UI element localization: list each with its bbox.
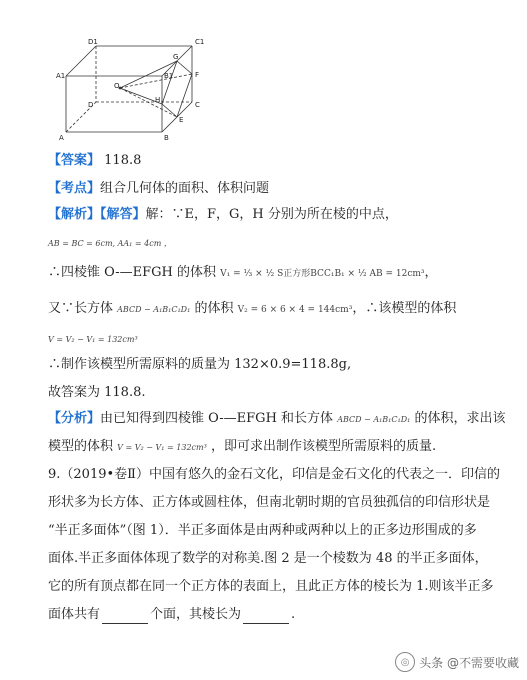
- analysis-line-5: [48, 330, 527, 349]
- geometry-figure: [52, 28, 222, 146]
- q9-line-5: [48, 578, 527, 596]
- q9-text-6c: .: [291, 607, 296, 622]
- label-b: B: [164, 134, 169, 142]
- watermark: [395, 652, 519, 672]
- answer-line: [48, 152, 527, 170]
- q9-line-1: [48, 466, 527, 484]
- fenxi-line-2: [48, 438, 527, 457]
- analysis-text-7: 故答案为 118.8.: [48, 385, 146, 400]
- label-f: F: [195, 71, 200, 79]
- analysis-formula-v2: V₂ = 6 × 6 × 4 = 144cm³: [237, 305, 353, 315]
- analysis-text-3-end: ，: [424, 265, 438, 280]
- q9-text-6a: 面体共有: [48, 607, 101, 622]
- label-o: O: [114, 82, 120, 90]
- fenxi-math-v: V = V₂ − V₁ = 132cm³: [117, 443, 207, 452]
- q9-text-1: 9.（2019•卷Ⅱ）中国有悠久的金石文化，印信是金石文化的代表之一．印信的: [48, 467, 500, 482]
- answer-tag: 【答案】: [48, 153, 101, 168]
- toutiao-logo-icon: ◎: [395, 652, 415, 672]
- analysis-formula-v: V = V₂ − V₁ = 132cm³: [48, 335, 138, 344]
- label-a: A: [59, 134, 64, 142]
- label-c1: C1: [195, 38, 205, 46]
- label-d: D: [88, 101, 94, 109]
- fenxi-text-2b: ，即可求出制作该模型所需原料的质量.: [210, 439, 437, 454]
- analysis-line-6: [48, 356, 527, 374]
- fenxi-text-1b: 的体积，求出该: [414, 411, 506, 426]
- analysis-text-4a: 又∵长方体: [48, 301, 114, 316]
- kaodian-line: [48, 180, 527, 198]
- q9-line-6: [48, 606, 527, 624]
- fenxi-math-box: ABCD − A₁B₁C₁D₁: [337, 415, 411, 424]
- answer-value: 118.8: [104, 153, 142, 168]
- edge-fe: [177, 74, 192, 117]
- label-e: E: [179, 116, 184, 124]
- analysis-line-1: [48, 206, 527, 224]
- label-b1: B1: [164, 72, 174, 80]
- label-a1: A1: [56, 72, 66, 80]
- kaodian-tag: 【考点】: [48, 181, 101, 196]
- edge-eh: [162, 104, 177, 117]
- analysis-tag: 【解析】【解答】: [48, 207, 146, 222]
- analysis-text-4b: 的体积: [194, 301, 234, 316]
- fenxi-text-1a: 由已知得到四棱锥 O-—EFGH 和长方体: [100, 411, 334, 426]
- edge-oe: [120, 88, 177, 117]
- q9-line-4: [48, 550, 527, 568]
- analysis-text-4c: ，∴该模型的体积: [352, 301, 457, 316]
- fenxi-tag: 【分析】: [48, 411, 101, 426]
- analysis-line-2: [48, 234, 527, 253]
- label-d1: D1: [88, 38, 98, 46]
- analysis-math-box: ABCD − A₁B₁C₁D₁: [117, 305, 191, 314]
- q9-blank-edge[interactable]: [243, 611, 289, 624]
- q9-text-5: 它的所有顶点都在同一个正方体的表面上，且此正方体的棱长为 1.则该半正多: [48, 579, 494, 594]
- fenxi-text-2a: 模型的体积: [48, 439, 114, 454]
- q9-text-3: “半正多面体”（图 1）．半正多面体是由两种或两种以上的正多边形围成的多: [48, 523, 477, 538]
- watermark-text: 头条 @不需要收藏: [419, 655, 519, 670]
- q9-text-6b: 个面，其棱长为: [150, 607, 242, 622]
- kaodian-text: 组合几何体的面积、体积问题: [100, 181, 270, 196]
- edge-gf: [177, 61, 192, 74]
- q9-text-4: 面体.半正多面体体现了数学的对称美.图 2 是一个棱数为 48 的半正多面体，: [48, 551, 488, 566]
- analysis-math-ab: AB = BC = 6cm, AA₁ = 4cm ，: [48, 239, 172, 248]
- q9-line-2: [48, 494, 527, 512]
- fenxi-line-1: [48, 410, 527, 429]
- analysis-line-4: [48, 300, 527, 319]
- label-c: C: [195, 101, 200, 109]
- analysis-text-3: ∴四棱锥 O-—EFGH 的体积: [48, 265, 217, 280]
- analysis-line-3: [48, 264, 527, 283]
- analysis-text-6: ∴制作该模型所需原料的质量为 132×0.9=118.8g,: [48, 357, 352, 372]
- q9-blank-faces[interactable]: [102, 611, 148, 624]
- analysis-formula-v1: V₁ = ⅓ × ½ S正方形BCC₁B₁ × ½ AB = 12cm³: [220, 269, 425, 279]
- label-g: G: [173, 53, 179, 61]
- analysis-line-7: [48, 384, 527, 402]
- q9-line-3: [48, 522, 527, 540]
- edge-a1d1: [66, 46, 96, 76]
- analysis-text-1: 解：∵E，F，G，H 分别为所在棱的中点，: [145, 207, 398, 222]
- label-h: H: [155, 96, 161, 104]
- q9-text-2: 形状多为长方体、正方体或圆柱体，但南北朝时期的官员独孤信的印信形状是: [48, 495, 491, 510]
